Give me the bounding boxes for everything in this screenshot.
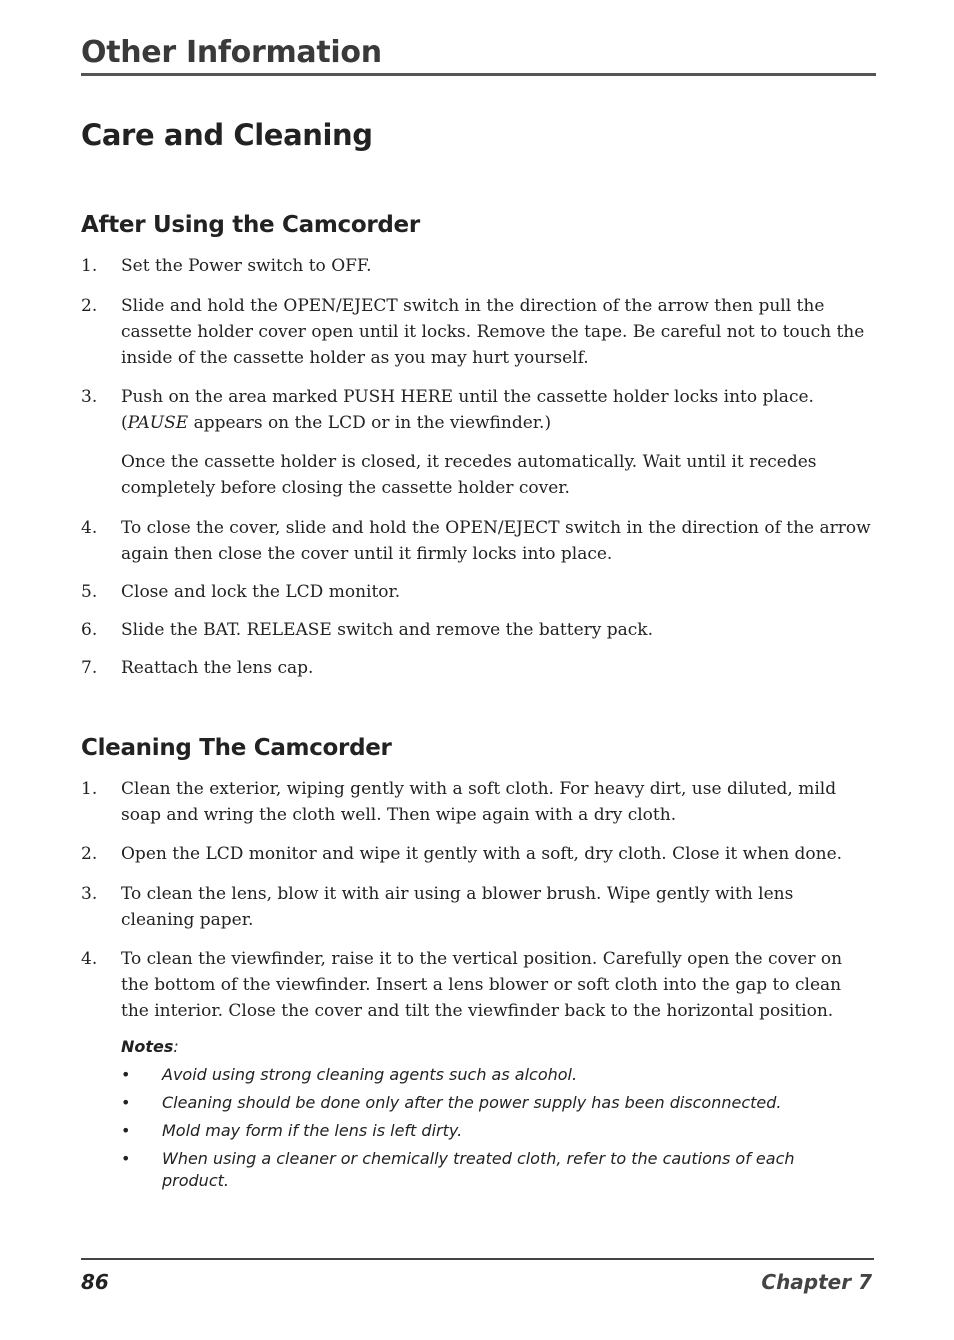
list-item bbox=[81, 776, 871, 828]
bullet-icon: • bbox=[121, 1149, 131, 1168]
section-title-cleaning: Cleaning The Camcorder bbox=[81, 735, 392, 761]
note-text: Cleaning should be done only after the power supply has been disconnected. bbox=[162, 1093, 782, 1112]
list-number: 4. bbox=[81, 949, 98, 969]
list-number: 1. bbox=[81, 256, 98, 276]
page-title: Care and Cleaning bbox=[81, 118, 373, 152]
notes-colon: : bbox=[173, 1037, 179, 1056]
list-item bbox=[81, 655, 871, 681]
bullet-icon: • bbox=[121, 1121, 131, 1140]
list-text: To close the cover, slide and hold the OPEN/EJECT switch in the direction of the arrow again then close the cover until it firmly locks into place. bbox=[121, 518, 871, 564]
note-item bbox=[121, 1064, 841, 1086]
list-item bbox=[81, 579, 871, 605]
list-item bbox=[81, 515, 871, 567]
list-item bbox=[81, 384, 871, 436]
list-text: Slide and hold the OPEN/EJECT switch in the direction of the arrow then pull the cassette holder cover open until it locks. Remove the tape. Be careful not to touch the inside of the cassette holder as you may hurt yourself. bbox=[121, 296, 865, 368]
chapter-header: Other Information bbox=[81, 35, 382, 70]
list-text-part: Push on the area marked PUSH HERE until the cassette holder locks into place. ( bbox=[121, 387, 814, 433]
bullet-icon: • bbox=[121, 1065, 131, 1084]
list-item bbox=[81, 841, 871, 867]
list-text: To clean the viewfinder, raise it to the vertical position. Carefully open the cover on the bottom of the viewfinder. Insert a lens blower or soft cloth into the gap to clean the interior. Close the cover and tilt the viewfinder back to the horizontal position. bbox=[121, 949, 843, 1021]
list-text: Slide the BAT. RELEASE switch and remove the battery pack. bbox=[121, 620, 654, 640]
note-item bbox=[121, 1148, 841, 1192]
list-text: Close and lock the LCD monitor. bbox=[121, 582, 401, 602]
notes-heading: Notes bbox=[121, 1037, 174, 1056]
section-title-after-using: After Using the Camcorder bbox=[81, 212, 420, 238]
list-number: 3. bbox=[81, 884, 98, 904]
footer-rule bbox=[81, 1258, 874, 1260]
list-text bbox=[121, 384, 871, 436]
list-item bbox=[81, 253, 871, 279]
page-number: 86 bbox=[81, 1270, 109, 1294]
note-item bbox=[121, 1092, 841, 1114]
list-item bbox=[81, 617, 871, 643]
note-text: Mold may form if the lens is left dirty. bbox=[162, 1121, 463, 1140]
list-number: 3. bbox=[81, 387, 98, 407]
list-text: To clean the lens, blow it with air using a blower brush. Wipe gently with lens cleaning paper. bbox=[121, 884, 794, 930]
pause-indicator-text: PAUSE bbox=[127, 413, 189, 433]
list-item bbox=[81, 881, 871, 933]
list-text: Clean the exterior, wiping gently with a soft cloth. For heavy dirt, use diluted, mild soap and wring the cloth well. Then wipe again with a dry cloth. bbox=[121, 779, 837, 825]
list-text: Open the LCD monitor and wipe it gently with a soft, dry cloth. Close it when done. bbox=[121, 844, 843, 864]
note-item bbox=[121, 1120, 841, 1142]
note-text: When using a cleaner or chemically treated cloth, refer to the cautions of each product. bbox=[162, 1149, 795, 1190]
list-number: 7. bbox=[81, 658, 98, 678]
list-item bbox=[81, 293, 871, 371]
list-number: 2. bbox=[81, 296, 98, 316]
list-text-part: appears on the LCD or in the viewfinder.) bbox=[188, 413, 552, 433]
list-text: Set the Power switch to OFF. bbox=[121, 256, 372, 276]
list-text: Reattach the lens cap. bbox=[121, 658, 314, 678]
list-number: 1. bbox=[81, 779, 98, 799]
list-item bbox=[81, 946, 871, 1024]
bullet-icon: • bbox=[121, 1093, 131, 1112]
list-paragraph: Once the cassette holder is closed, it recedes automatically. Wait until it recedes completely before closing the cassette holder cover. bbox=[121, 452, 817, 498]
note-text: Avoid using strong cleaning agents such as alcohol. bbox=[162, 1065, 578, 1084]
list-number: 5. bbox=[81, 582, 98, 602]
list-number: 6. bbox=[81, 620, 98, 640]
notes-label bbox=[121, 1036, 179, 1058]
list-number: 2. bbox=[81, 844, 98, 864]
list-number: 4. bbox=[81, 518, 98, 538]
header-rule bbox=[81, 73, 876, 76]
chapter-label: Chapter 7 bbox=[761, 1270, 872, 1294]
